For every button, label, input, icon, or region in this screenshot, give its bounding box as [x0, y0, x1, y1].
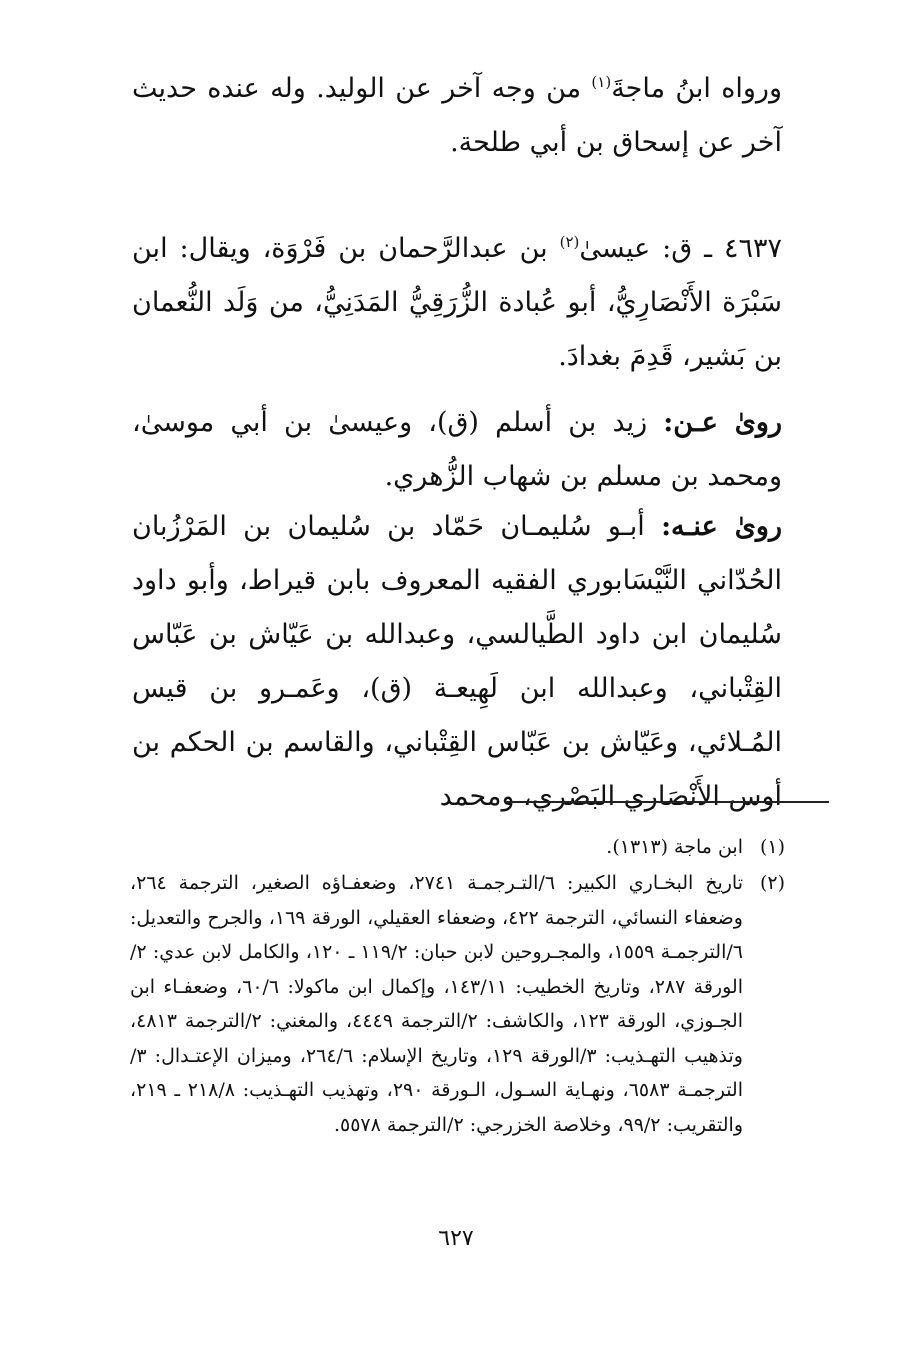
footnote-ref-2[interactable]: (٢) — [559, 233, 580, 251]
footnote-2-text: تاريخ البخـاري الكبير: ٦/التـرجمـة ٢٧٤١، وضعفـاؤه الصغير، الترجمة ٢٦٤، وضعفاء النسائي، الترجمة ٤٢٢، وضعفاء العقيلي، الورقة ١٦٩، والجرح والتعديل: ٦/الترجمـة ١٥٥٩، والمجـروحين لابن حبان: ١١٩/٢ ـ ١٢٠، والكامل لابن عدي: ٢/الورقة ٢٨٧، وتاريخ الخطيب: ١٤٣/١١، وإكمال ابن ماكولا: ٦٠/٦، وضعفـاء ابن الجـوزي، الورقة ١٢٣، والكاشف: ٢/الترجمة ٤٤٤٩، والمغني: ٢/الترجمة ٤٨١٣، وتذهيب التهـذيب: ٣/الورقة ١٢٩، وتاريخ الإسلام: ٢٦٤/٦، وميزان الإعتـدال: ٣/الترجمـة ٦٥٨٣، ونهـاية السـول، الـورقة ٢٩٠، وتهذيب التهـذيب: ٢١٨/٨ ـ ٢١٩، والتقريب: ٩٩/٢، وخلاصة الخزرجي: ٢/الترجمة ٥٥٧٨. — [130, 872, 744, 1136]
footnote-divider — [505, 801, 829, 803]
narrated-from-label: روىٰ عـن: — [663, 407, 782, 438]
footnote-1 — [130, 830, 785, 865]
page-number: ٦٢٧ — [438, 1226, 474, 1251]
narrated-from-text: زيد بن أسلم (ق)، وعيسىٰ بن أبي موسىٰ، ومحمد بن مسلم بن شهاب الزُّهري. — [132, 407, 782, 492]
footnote-2-number: (٢) — [759, 872, 785, 894]
narrated-by-label: روىٰ عنـه: — [661, 511, 782, 542]
footnote-2 — [130, 866, 785, 1142]
entry-heading-4637 — [132, 222, 782, 384]
footnote-1-number: (١) — [759, 836, 785, 858]
paragraph-narrated-from — [132, 396, 782, 504]
paragraph-narrated-by — [132, 500, 782, 824]
footnote-ref-1[interactable]: (١) — [591, 73, 612, 91]
para1-text-start: ورواه ابنُ ماجةَ — [611, 73, 782, 104]
para1-text-end: من وجه آخر عن الوليد. وله عنده حديث آخر عن إسحاق بن أبي طلحة. — [132, 73, 782, 158]
paragraph-ibn-majah-narration — [132, 62, 782, 170]
narrated-by-text: أبـو سُليمـان حَمّاد بن سُليمان بن المَرْزُبان الحُدّاني النَّيْسَابوري الفقيه المعروف بابن قيراط، وأبو داود سُليمان ابن داود الطَّيالسي، وعبدالله بن عَيّاش بن عَبّاس القِتْباني، وعبدالله ابن لَهِيعـة (ق)، وعَمـرو بن قيس المُـلائي، وعَيّاش بن عَبّاس القِتْباني، والقاسم بن الحكم بن أوس الأَنْصَاري البَصْري، ومحمد — [132, 511, 782, 812]
entry-text-end: بن عبدالرَّحمان بن فَرْوَة، ويقال: ابن سَبْرَة الأَنْصَارِيُّ، أبو عُبادة الزُّرَقِيُّ المَدَنِيُّ، من وَلَد النُّعمان بن بَشير، قَدِمَ بغدادَ. — [132, 233, 782, 372]
entry-text-start: ٤٦٣٧ ـ ق: عيسىٰ — [579, 233, 782, 264]
footnote-1-text: ابن ماجة (١٣١٣). — [606, 836, 743, 858]
